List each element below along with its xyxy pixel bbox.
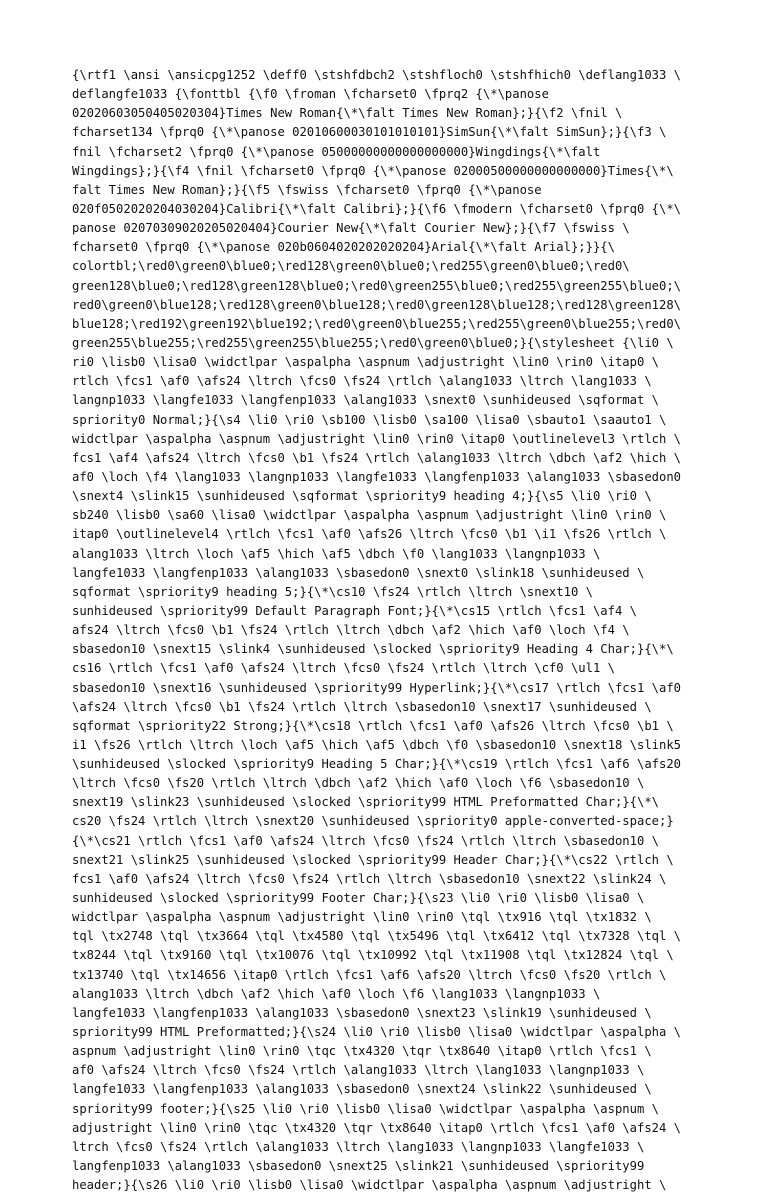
text-line: adjustright \lin0 \rin0 \tqc \tx4320 \tqr \tx8640 \itap0 \rtlch \fcs1 \af0 \afs24 \	[72, 1120, 682, 1135]
text-line: sunhideused \slocked \spriority99 Footer Char;}{\s23 \li0 \ri0 \lisb0 \lisa0 \	[72, 891, 645, 906]
text-line: red0\green0\blue128;\red128\green0\blue128;\red0\green128\blue128;\red128\green128\	[72, 297, 682, 312]
text-line: aspnum \adjustright \lin0 \rin0 \tqc \tx4320 \tqr \tx8640 \itap0 \rtlch \fcs1 \	[72, 1044, 652, 1059]
text-line: sqformat \spriority9 heading 5;}{\*\cs10 \fs24 \rtlch \ltrch \snext10 \	[72, 584, 593, 599]
text-line: sunhideused \spriority99 Default Paragraph Font;}{\*\cs15 \rtlch \fcs1 \af4 \	[72, 603, 637, 618]
text-line: 020f0502020204030204}Calibri{\*\falt Calibri};}{\f6 \fmodern \fcharset0 \fprq0 {\*\	[72, 201, 682, 216]
text-line: ltrch \fcs0 \fs24 \rtlch \alang1033 \ltrch \lang1033 \langnp1033 \langfe1033 \	[72, 1139, 645, 1154]
text-line: widctlpar \aspalpha \aspnum \adjustright \lin0 \rin0 \itap0 \outlinelevel3 \rtlch \	[72, 431, 682, 446]
rtf-source-text	[72, 66, 712, 1195]
text-line: afs24 \ltrch \fcs0 \b1 \fs24 \rtlch \ltrch \dbch \af2 \hich \af0 \loch \f4 \	[72, 623, 630, 638]
text-line: snext19 \slink23 \sunhideused \slocked \spriority99 HTML Preformatted Char;}{\*\	[72, 795, 659, 810]
text-line: {\*\cs21 \rtlch \fcs1 \af0 \afs24 \ltrch \fcs0 \fs24 \rtlch \ltrch \sbasedon10 \	[72, 833, 659, 848]
text-line: fnil \fcharset2 \fprq0 {\*\panose 05000000000000000000}Wingdings{\*\falt	[72, 144, 601, 159]
text-line: snext21 \slink25 \sunhideused \slocked \spriority99 Header Char;}{\*\cs22 \rtlch \	[72, 852, 674, 867]
text-line: tx8244 \tql \tx9160 \tql \tx10076 \tql \tx10992 \tql \tx11908 \tql \tx12824 \tql \	[72, 948, 674, 963]
text-line: af0 \afs24 \ltrch \fcs0 \fs24 \rtlch \alang1033 \ltrch \lang1033 \langnp1033 \	[72, 1063, 645, 1078]
text-line: fcs1 \af4 \afs24 \ltrch \fcs0 \b1 \fs24 \rtlch \alang1033 \ltrch \dbch \af2 \hich \	[72, 450, 682, 465]
text-line: sbasedon10 \snext15 \slink4 \sunhideused \slocked \spriority9 Heading 4 Char;}{\*\	[72, 642, 674, 657]
text-line: fcharset134 \fprq0 {\*\panose 02010600030101010101}SimSun{\*\falt SimSun};}{\f3 \	[72, 125, 667, 140]
text-line: \snext4 \slink15 \sunhideused \sqformat \spriority9 heading 4;}{\s5 \li0 \ri0 \	[72, 489, 652, 504]
text-line: fcs1 \af0 \afs24 \ltrch \fcs0 \fs24 \rtlch \ltrch \sbasedon10 \snext22 \slink24 \	[72, 871, 667, 886]
text-line: Wingdings};}{\f4 \fnil \fcharset0 \fprq0 {\*\panose 02000500000000000000}Times{\*\	[72, 163, 674, 178]
text-line: sqformat \spriority22 Strong;}{\*\cs18 \rtlch \fcs1 \af0 \afs26 \ltrch \fcs0 \b1 \	[72, 718, 674, 733]
text-line: itap0 \outlinelevel4 \rtlch \fcs1 \af0 \afs26 \ltrch \fcs0 \b1 \i1 \fs26 \rtlch \	[72, 527, 667, 542]
text-line: \afs24 \ltrch \fcs0 \b1 \fs24 \rtlch \ltrch \sbasedon10 \snext17 \sunhideused \	[72, 699, 652, 714]
text-line: spriority0 Normal;}{\s4 \li0 \ri0 \sb100 \lisb0 \sa100 \lisa0 \sbauto1 \saauto1 \	[72, 412, 667, 427]
text-line: langfenp1033 \alang1033 \sbasedon0 \snext25 \slink21 \sunhideused \spriority99	[72, 1159, 645, 1174]
text-line: af0 \loch \f4 \lang1033 \langnp1033 \langfe1033 \langfenp1033 \alang1033 \sbasedon0	[72, 469, 682, 484]
text-line: sb240 \lisb0 \sa60 \lisa0 \widctlpar \aspalpha \aspnum \adjustright \lin0 \rin0 \	[72, 508, 667, 523]
text-line: fcharset0 \fprq0 {\*\panose 020b0604020202020204}Arial{\*\falt Arial};}}{\	[72, 240, 615, 255]
text-line: {\rtf1 \ansi \ansicpg1252 \deff0 \stshfdbch2 \stshfloch0 \stshfhich0 \deflang1033 \	[72, 68, 682, 82]
text-line: 02020603050405020304}Times New Roman{\*\falt Times New Roman};}{\f2 \fnil \	[72, 106, 623, 121]
text-line: sbasedon10 \snext16 \sunhideused \spriority99 Hyperlink;}{\*\cs17 \rtlch \fcs1 \af0	[72, 680, 682, 695]
text-line: cs20 \fs24 \rtlch \ltrch \snext20 \sunhideused \spriority0 apple-converted-space;}	[72, 814, 674, 829]
text-line: i1 \fs26 \rtlch \ltrch \loch \af5 \hich \af5 \dbch \f0 \sbasedon10 \snext18 \slink5	[72, 737, 682, 752]
text-line: panose 02070309020205020404}Courier New{\*\falt Courier New};}{\f7 \fswiss \	[72, 221, 630, 236]
text-line: alang1033 \ltrch \dbch \af2 \hich \af0 \loch \f6 \lang1033 \langnp1033 \	[72, 986, 601, 1001]
text-line: green255\blue255;\red255\green255\blue255;\red0\green0\blue0;}{\stylesheet {\li0 \	[72, 335, 674, 350]
text-line: langfe1033 \langfenp1033 \alang1033 \sbasedon0 \snext0 \slink18 \sunhideused \	[72, 565, 645, 580]
text-line: rtlch \fcs1 \af0 \afs24 \ltrch \fcs0 \fs24 \rtlch \alang1033 \ltrch \lang1033 \	[72, 374, 652, 389]
text-line: langfe1033 \langfenp1033 \alang1033 \sbasedon0 \snext23 \slink19 \sunhideused \	[72, 1005, 652, 1020]
text-line: header;}{\s26 \li0 \ri0 \lisb0 \lisa0 \widctlpar \aspalpha \aspnum \adjustright \	[72, 1178, 667, 1193]
text-line: alang1033 \ltrch \loch \af5 \hich \af5 \dbch \f0 \lang1033 \langnp1033 \	[72, 546, 601, 561]
text-line: tql \tx2748 \tql \tx3664 \tql \tx4580 \tql \tx5496 \tql \tx6412 \tql \tx7328 \tql \	[72, 929, 682, 944]
text-line: cs16 \rtlch \fcs1 \af0 \afs24 \ltrch \fcs0 \fs24 \rtlch \ltrch \cf0 \ul1 \	[72, 661, 615, 676]
text-line: langfe1033 \langfenp1033 \alang1033 \sbasedon0 \snext24 \slink22 \sunhideused \	[72, 1082, 652, 1097]
text-line: tx13740 \tql \tx14656 \itap0 \rtlch \fcs1 \af6 \afs20 \ltrch \fcs0 \fs20 \rtlch \	[72, 967, 667, 982]
text-line: spriority99 HTML Preformatted;}{\s24 \li0 \ri0 \lisb0 \lisa0 \widctlpar \aspalpha \	[72, 1025, 682, 1040]
text-line: langnp1033 \langfe1033 \langfenp1033 \alang1033 \snext0 \sunhideused \sqformat \	[72, 393, 659, 408]
text-line: green128\blue0;\red128\green128\blue0;\red0\green255\blue0;\red255\green255\blue0;\	[72, 278, 682, 293]
text-line: deflangfe1033 {\fonttbl {\f0 \froman \fcharset0 \fprq2 {\*\panose	[72, 87, 549, 102]
text-line: ri0 \lisb0 \lisa0 \widctlpar \aspalpha \aspnum \adjustright \lin0 \rin0 \itap0 \	[72, 355, 659, 370]
text-line: blue128;\red192\green192\blue192;\red0\green0\blue255;\red255\green0\blue255;\red0\	[72, 316, 682, 331]
text-line: falt Times New Roman};}{\f5 \fswiss \fcharset0 \fprq0 {\*\panose	[72, 182, 542, 197]
text-line: spriority99 footer;}{\s25 \li0 \ri0 \lisb0 \lisa0 \widctlpar \aspalpha \aspnum \	[72, 1101, 659, 1116]
text-line: \sunhideused \slocked \spriority9 Heading 5 Char;}{\*\cs19 \rtlch \fcs1 \af6 \afs20	[72, 757, 682, 772]
text-line: widctlpar \aspalpha \aspnum \adjustright \lin0 \rin0 \tql \tx916 \tql \tx1832 \	[72, 910, 652, 925]
text-line: \ltrch \fcs0 \fs20 \rtlch \ltrch \dbch \af2 \hich \af0 \loch \f6 \sbasedon10 \	[72, 776, 645, 791]
text-line: colortbl;\red0\green0\blue0;\red128\green0\blue0;\red255\green0\blue0;\red0\	[72, 259, 630, 274]
